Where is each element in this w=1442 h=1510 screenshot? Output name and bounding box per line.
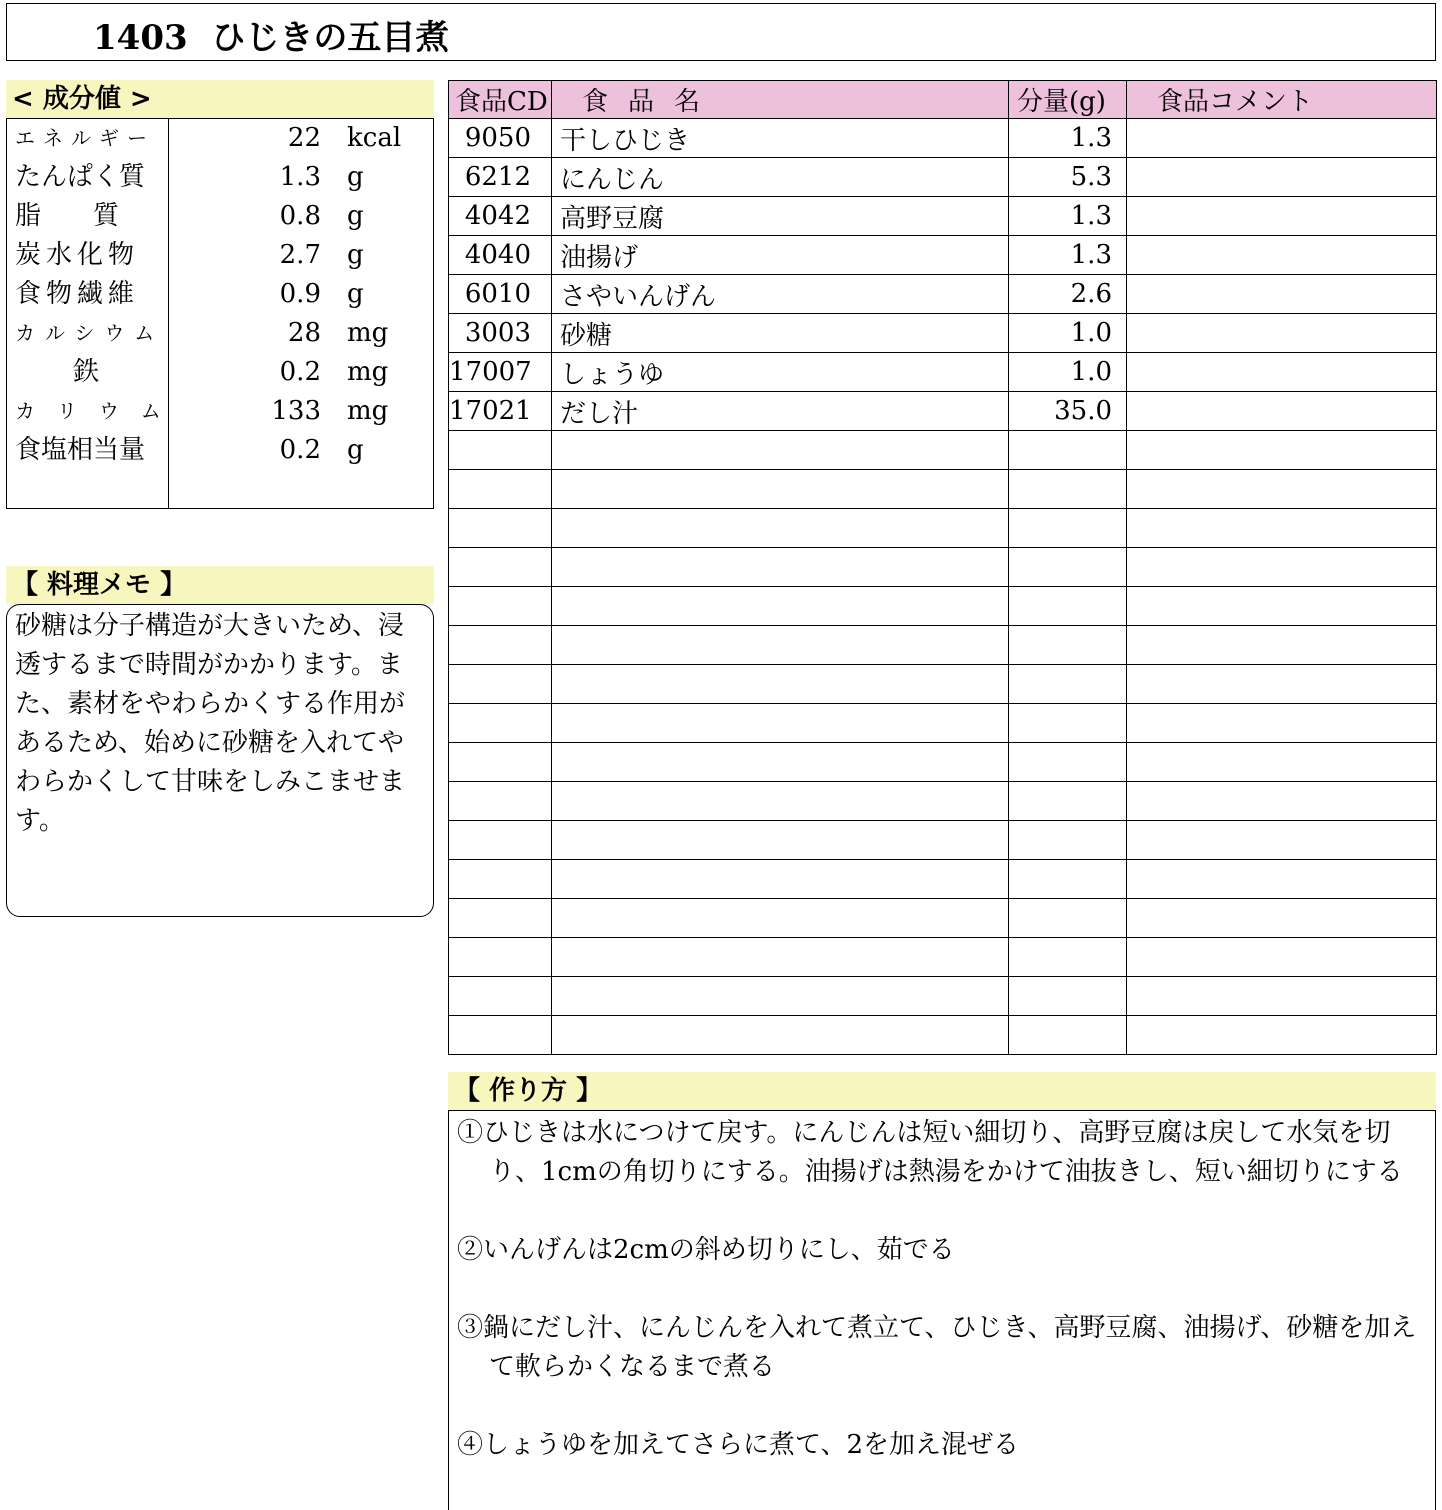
steps-header: 【 作り方 】 — [448, 1072, 1436, 1110]
cell-cd: 17007 — [449, 353, 552, 392]
nutrition-unit: g — [347, 162, 364, 192]
cell-name: 砂糖 — [552, 314, 1009, 353]
table-row — [449, 236, 1437, 275]
cell-cd — [449, 977, 552, 1016]
cell-name — [552, 587, 1009, 626]
nutrition-row — [7, 275, 433, 314]
table-row — [449, 626, 1437, 665]
nutrition-label: エネルギー — [15, 126, 155, 150]
cell-qty — [1009, 977, 1127, 1016]
recipe-title — [93, 10, 449, 59]
cell-comment — [1127, 899, 1437, 938]
nutrition-unit: g — [347, 201, 364, 231]
cell-name: しょうゆ — [552, 353, 1009, 392]
cell-comment — [1127, 587, 1437, 626]
nutrition-label: 脂 質 — [15, 201, 120, 231]
table-row — [449, 431, 1437, 470]
cell-cd — [449, 938, 552, 977]
col-header-cd: 食品CD — [449, 81, 552, 119]
cell-qty: 35.0 — [1009, 392, 1127, 431]
cell-qty — [1009, 509, 1127, 548]
table-row — [449, 743, 1437, 782]
nutrition-label: 炭水化物 — [15, 240, 140, 270]
cell-cd: 4040 — [449, 236, 552, 275]
cell-name: 油揚げ — [552, 236, 1009, 275]
cell-name — [552, 1016, 1009, 1055]
cell-name — [552, 782, 1009, 821]
nutrition-row — [7, 431, 433, 470]
cell-name — [552, 431, 1009, 470]
col-header-comment: 食品コメント — [1127, 81, 1437, 119]
ingredient-table — [448, 80, 1437, 1055]
col-header-name: 食品名 — [552, 81, 1009, 119]
cell-comment — [1127, 743, 1437, 782]
cell-cd — [449, 431, 552, 470]
nutrition-label: カリウム — [15, 399, 183, 423]
nutrition-table — [6, 118, 434, 509]
cell-name — [552, 821, 1009, 860]
nutrition-value: 2.7 — [279, 240, 321, 270]
cell-name — [552, 977, 1009, 1016]
table-row — [449, 704, 1437, 743]
nutrition-label: 食物繊維 — [15, 279, 140, 309]
nutrition-value: 0.9 — [279, 279, 321, 309]
table-row — [449, 665, 1437, 704]
cell-comment — [1127, 977, 1437, 1016]
cell-name: さやいんげん — [552, 275, 1009, 314]
cell-comment — [1127, 470, 1437, 509]
cell-cd — [449, 548, 552, 587]
nutrition-value: 1.3 — [279, 162, 321, 192]
table-row — [449, 938, 1437, 977]
nutrition-unit: mg — [347, 318, 389, 348]
cell-comment — [1127, 431, 1437, 470]
cell-qty — [1009, 743, 1127, 782]
table-row — [449, 1016, 1437, 1055]
table-row — [449, 821, 1437, 860]
nutrition-value: 22 — [287, 123, 321, 153]
cell-name — [552, 548, 1009, 587]
nutrition-label: カルシウム — [15, 321, 165, 345]
cell-cd — [449, 860, 552, 899]
cell-qty — [1009, 626, 1127, 665]
cell-cd — [449, 821, 552, 860]
nutrition-unit: g — [347, 240, 364, 270]
cell-comment — [1127, 509, 1437, 548]
nutrition-row — [7, 119, 433, 158]
cell-comment — [1127, 665, 1437, 704]
table-row — [449, 899, 1437, 938]
cell-name — [552, 509, 1009, 548]
table-row — [449, 197, 1437, 236]
table-row — [449, 353, 1437, 392]
cell-cd: 6212 — [449, 158, 552, 197]
cell-cd — [449, 1016, 552, 1055]
cell-qty — [1009, 470, 1127, 509]
cell-qty: 1.0 — [1009, 314, 1127, 353]
cell-comment — [1127, 197, 1437, 236]
cell-qty — [1009, 431, 1127, 470]
cell-comment — [1127, 158, 1437, 197]
cell-cd: 9050 — [449, 119, 552, 158]
cell-name: 干しひじき — [552, 119, 1009, 158]
cell-comment — [1127, 119, 1437, 158]
cell-comment — [1127, 860, 1437, 899]
nutrition-unit: g — [347, 279, 364, 309]
cell-qty: 2.6 — [1009, 275, 1127, 314]
nutrition-value: 28 — [287, 318, 321, 348]
cell-name — [552, 938, 1009, 977]
table-row — [449, 782, 1437, 821]
cell-qty: 5.3 — [1009, 158, 1127, 197]
table-row — [449, 587, 1437, 626]
cell-comment — [1127, 626, 1437, 665]
cell-cd — [449, 626, 552, 665]
cell-cd: 6010 — [449, 275, 552, 314]
cell-cd — [449, 704, 552, 743]
recipe-code: 1403 — [93, 18, 188, 58]
cell-cd: 4042 — [449, 197, 552, 236]
nutrition-row — [7, 392, 433, 431]
cell-qty — [1009, 1016, 1127, 1055]
cell-comment — [1127, 821, 1437, 860]
nutrition-row — [7, 158, 433, 197]
nutrition-label: たんぱく質 — [15, 162, 146, 192]
nutrition-value: 133 — [271, 396, 321, 426]
cell-qty — [1009, 860, 1127, 899]
nutrition-label: 鉄 — [73, 357, 100, 387]
cell-comment — [1127, 548, 1437, 587]
nutrition-unit: mg — [347, 357, 389, 387]
cell-cd: 3003 — [449, 314, 552, 353]
cell-name: だし汁 — [552, 392, 1009, 431]
cell-comment — [1127, 1016, 1437, 1055]
cell-qty — [1009, 665, 1127, 704]
table-row — [449, 158, 1437, 197]
cell-qty: 1.3 — [1009, 197, 1127, 236]
cell-comment — [1127, 938, 1437, 977]
nutrition-row — [7, 197, 433, 236]
step-item: ②いんげんは2cmの斜め切りにし、茹でる — [457, 1235, 955, 1265]
memo-header: 【 料理メモ 】 — [6, 566, 434, 604]
cell-qty: 1.0 — [1009, 353, 1127, 392]
step-item: ③鍋にだし汁、にんじんを入れて煮立て、ひじき、高野豆腐、油揚げ、砂糖を加えて軟らかくなるまで煮る — [457, 1313, 1417, 1382]
cell-qty — [1009, 782, 1127, 821]
cell-cd — [449, 665, 552, 704]
cell-cd: 17021 — [449, 392, 552, 431]
title-bar — [6, 3, 1436, 61]
nutrition-unit: g — [347, 435, 364, 465]
nutrition-unit: mg — [347, 396, 389, 426]
cell-name — [552, 704, 1009, 743]
nutrition-value: 0.2 — [279, 357, 321, 387]
cell-name — [552, 626, 1009, 665]
cell-cd — [449, 782, 552, 821]
nutrition-row — [7, 236, 433, 275]
cell-cd — [449, 587, 552, 626]
nutrition-value: 0.2 — [279, 435, 321, 465]
cell-comment — [1127, 704, 1437, 743]
table-row — [449, 275, 1437, 314]
cell-comment — [1127, 314, 1437, 353]
nutrition-row — [7, 314, 433, 353]
cell-name — [552, 860, 1009, 899]
cell-name — [552, 470, 1009, 509]
recipe-name: ひじきの五目煮 — [211, 18, 450, 58]
cell-qty — [1009, 587, 1127, 626]
ingredient-header-row — [449, 81, 1437, 119]
cell-comment — [1127, 392, 1437, 431]
table-row — [449, 470, 1437, 509]
nutrition-label: 食塩相当量 — [15, 435, 146, 465]
cell-name — [552, 899, 1009, 938]
cell-qty: 1.3 — [1009, 236, 1127, 275]
nutrition-value: 0.8 — [279, 201, 321, 231]
cell-comment — [1127, 353, 1437, 392]
table-row — [449, 314, 1437, 353]
cell-name — [552, 665, 1009, 704]
cell-name: にんじん — [552, 158, 1009, 197]
cell-qty: 1.3 — [1009, 119, 1127, 158]
cell-name — [552, 743, 1009, 782]
cell-qty — [1009, 821, 1127, 860]
step-item: ④しょうゆを加えてさらに煮て、2を加え混ぜる — [457, 1430, 1020, 1460]
cell-cd — [449, 743, 552, 782]
cell-comment — [1127, 782, 1437, 821]
col-header-qty: 分量(g) — [1009, 81, 1127, 119]
table-row — [449, 509, 1437, 548]
table-row — [449, 392, 1437, 431]
memo-text: 砂糖は分子構造が大きいため、浸透するまで時間がかかります。また、素材をやわらかくする作用があるため、始めに砂糖を入れてやわらかくして甘味をしみこませます。 — [6, 604, 434, 917]
cell-cd — [449, 470, 552, 509]
cell-name: 高野豆腐 — [552, 197, 1009, 236]
steps-box — [448, 1110, 1436, 1510]
cell-cd — [449, 899, 552, 938]
table-row — [449, 977, 1437, 1016]
nutrition-header: < 成分値 > — [6, 80, 434, 118]
nutrition-unit: kcal — [347, 123, 402, 153]
cell-cd — [449, 509, 552, 548]
table-row — [449, 860, 1437, 899]
cell-qty — [1009, 938, 1127, 977]
table-row — [449, 119, 1437, 158]
table-row — [449, 548, 1437, 587]
nutrition-row — [7, 353, 433, 392]
cell-comment — [1127, 275, 1437, 314]
cell-comment — [1127, 236, 1437, 275]
step-item: ①ひじきは水につけて戻す。にんじんは短い細切り、高野豆腐は戻して水気を切り、1cmの角切りにする。油揚げは熱湯をかけて油抜きし、短い細切りにする — [457, 1118, 1403, 1187]
cell-qty — [1009, 899, 1127, 938]
cell-qty — [1009, 548, 1127, 587]
cell-qty — [1009, 704, 1127, 743]
